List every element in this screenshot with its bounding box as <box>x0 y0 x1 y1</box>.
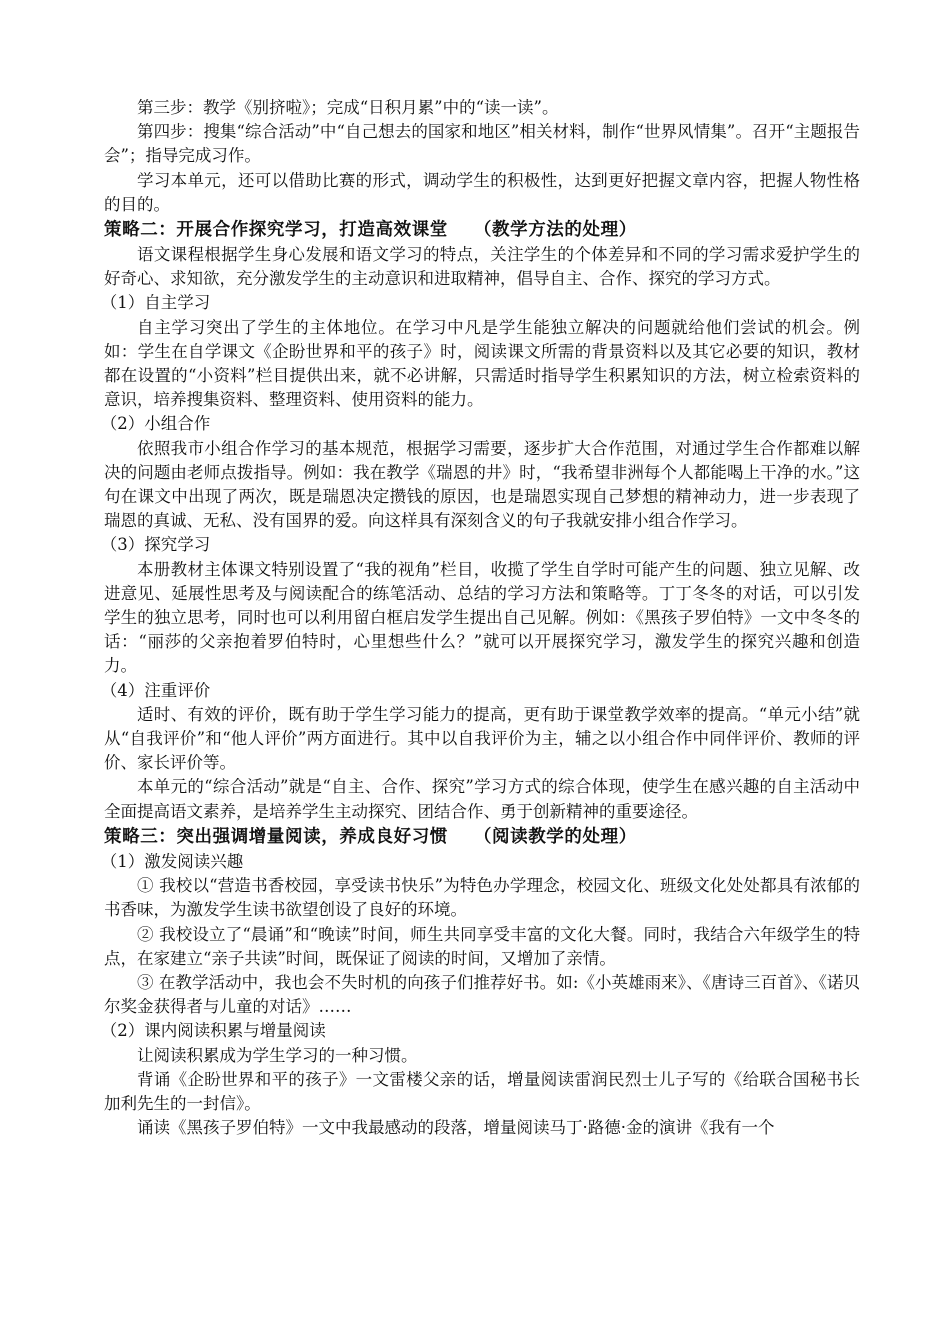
interest-item-one: ① 我校以“营造书香校园，享受读书快乐”为特色办学理念，校园文化、班级文化处处都具有浓郁的书香味，为激发学生读书欲望创设了良好的环境。 <box>104 876 860 920</box>
evaluation-para: 适时、有效的评价，既有助于学生学习能力的提高，更有助于课堂教学效率的提高。“单元小结”就从“自我评价”和“他人评价”两方面进行。其中以自我评价为主，辅之以小组合作中同伴评价、教师的评价、家长评价等。 <box>104 704 860 773</box>
subhead-group-work: （2）小组合作 <box>100 414 211 434</box>
recite-para-two: 诵读《黑孩子罗伯特》一文中我最感动的段落，增量阅读马丁·路德·金的演讲《我有一个 <box>137 1118 775 1138</box>
subhead-in-class-reading: （2）课内阅读积累与增量阅读 <box>100 1021 326 1041</box>
inquiry-para: 本册教材主体课文特别设置了“我的视角”栏目，收揽了学生自学时可能产生的问题、独立见解、改进意见、延展性思考及与阅读配合的练笔活动、总结的学习方法和策略等。丁丁冬冬的对话，可以引发学生的独立思考，同时也可以利用留白框启发学生提出自己见解。例如：《黑孩子罗伯特》一文中冬冬的话：“丽莎的父亲抱着罗伯特时，心里想些什么？”就可以开展探究学习，激发学生的探究兴趣和创造力。 <box>104 559 860 676</box>
subhead-self-study: （1）自主学习 <box>100 293 211 313</box>
subhead-evaluation: （4）注重评价 <box>100 680 211 700</box>
strategy-two-intro: 语文课程根据学生身心发展和语文学习的特点，关注学生的个体差异和不同的学习需求爱护学生的好奇心、求知欲，充分激发学生的主动意识和进取精神，倡导自主、合作、探究的学习方式。 <box>104 245 860 289</box>
step-three: 第三步：教学《别挤啦》；完成“日积月累”中的“读一读”。 <box>137 98 559 117</box>
subhead-reading-interest: （1）激发阅读兴趣 <box>100 851 244 871</box>
comprehensive-activity-para: 本单元的“综合活动”就是“自主、合作、探究”学习方式的综合体现，使学生在感兴趣的自主活动中全面提高语文素养，是培养学生主动探究、团结合作、勇于创新精神的重要途径。 <box>104 777 860 821</box>
strategy-two-heading-title: 策略二：开展合作探究学习，打造高效课堂 <box>104 220 448 241</box>
subhead-inquiry: （3）探究学习 <box>100 535 211 555</box>
reading-habit-para: 让阅读积累成为学生学习的一种习惯。 <box>137 1045 418 1065</box>
self-study-para: 自主学习突出了学生的主体地位。在学习中凡是学生能独立解决的问题就给他们尝试的机会。例如：学生在自学课文《企盼世界和平的孩子》时，阅读课文所需的背景资料以及其它必要的知识，教材都在设置的“小资料”栏目提供出来，就不必讲解，只需适时指导学生积累知识的方法，树立检索资料的意识，培养搜集资料、整理资料、使用资料的能力。 <box>104 317 860 410</box>
strategy-three-heading-note: （阅读教学的处理） <box>473 826 637 847</box>
strategy-three-heading-title: 策略三：突出强调增量阅读，养成良好习惯 <box>104 826 448 847</box>
competition-para: 学习本单元，还可以借助比赛的形式，调动学生的积极性，达到更好把握文章内容，把握人物性格的目的。 <box>104 170 860 214</box>
strategy-two-heading <box>104 217 860 243</box>
strategy-two-heading-note: （教学方法的处理） <box>473 220 637 241</box>
step-four: 第四步：搜集“综合活动”中“自己想去的国家和地区”相关材料，制作“世界风情集”。召开“主题报告会”；指导完成习作。 <box>104 122 860 166</box>
interest-item-two: ② 我校设立了“晨诵”和“晚读”时间，师生共同享受丰富的文化大餐。同时，我结合六年级学生的特点，在家建立“亲子共读”时间，既保证了阅读的时间，又增加了亲情。 <box>104 924 860 968</box>
group-work-para: 依照我市小组合作学习的基本规范，根据学习需要，逐步扩大合作范围，对通过学生合作都难以解决的问题由老师点拨指导。例如：我在教学《瑞恩的井》时，“我希望非洲每个人都能喝上干净的水。”这句在课文中出现了两次，既是瑞恩决定攒钱的原因，也是瑞恩实现自己梦想的精神动力，进一步表现了瑞恩的真诚、无私、没有国界的爱。向这样具有深刻含义的句子我就安排小组合作学习。 <box>104 438 860 531</box>
recite-para-one: 背诵《企盼世界和平的孩子》一文雷楼父亲的话，增量阅读雷润民烈士儿子写的《给联合国秘书长加利先生的一封信》。 <box>104 1069 860 1113</box>
strategy-three-heading <box>104 824 860 850</box>
interest-item-three: ③ 在教学活动中，我也会不失时机的向孩子们推荐好书。如:《小英雄雨来》、《唐诗三百首》、《诺贝尔奖金获得者与儿童的对话》…… <box>104 972 860 1017</box>
document-page <box>100 96 860 1140</box>
